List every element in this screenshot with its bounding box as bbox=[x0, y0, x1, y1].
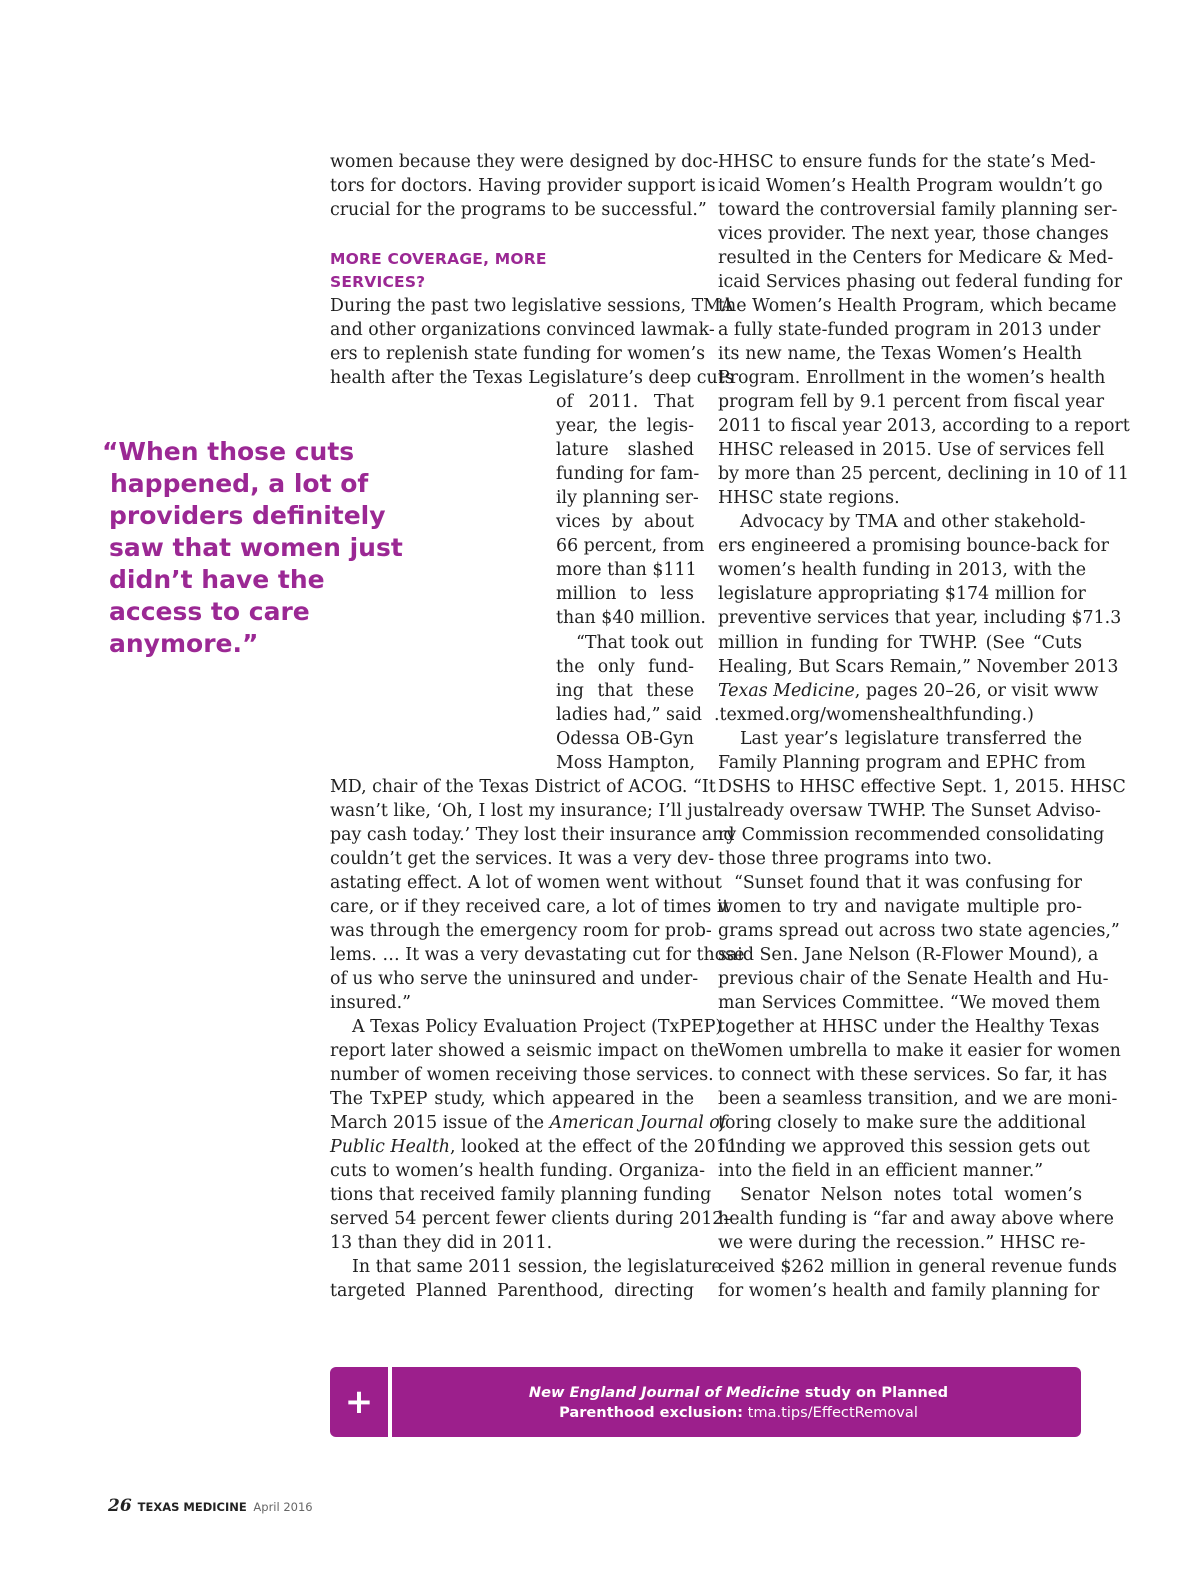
body-line: its new name, the Texas Women’s Health bbox=[718, 344, 1082, 364]
body-line: women’s health funding in 2013, with the bbox=[718, 560, 1087, 580]
body-line: wasn’t like, ‘Oh, I lost my insurance; I’ll just bbox=[330, 801, 720, 821]
body-line: toward the controversial family planning ser- bbox=[718, 200, 1118, 220]
pull-quote-line: “When those cuts bbox=[102, 437, 355, 466]
journal-name: New England Journal of Medicine bbox=[528, 1384, 800, 1401]
body-line: 66 percent, from bbox=[556, 536, 705, 556]
body-line: crucial for the programs to be successful.” bbox=[330, 200, 707, 220]
body-line: “Sunset found that it was confusing for bbox=[734, 873, 1082, 893]
body-line: the only fund- bbox=[556, 657, 694, 677]
body-line: During the past two legislative sessions, TMA bbox=[330, 296, 734, 316]
body-line: insured.” bbox=[330, 993, 412, 1013]
body-line: a fully state-funded program in 2013 under bbox=[718, 320, 1101, 340]
body-line: year, the legis- bbox=[556, 416, 694, 436]
pull-quote-line: happened, a lot of bbox=[110, 469, 369, 498]
page-footer bbox=[108, 1496, 313, 1516]
body-line: those three programs into two. bbox=[718, 849, 993, 869]
pull-quote-line: saw that women just bbox=[109, 533, 403, 562]
banner-label: Parenthood exclusion: bbox=[559, 1404, 743, 1421]
body-line: ers engineered a promising bounce-back for bbox=[718, 536, 1109, 556]
resource-banner[interactable] bbox=[330, 1367, 1081, 1437]
body-line: astating effect. A lot of women went without bbox=[330, 873, 722, 893]
journal-title: American Journal of bbox=[549, 1113, 727, 1133]
body-line: resulted in the Centers for Medicare & Med- bbox=[718, 248, 1114, 268]
body-line: been a seamless transition, and we are moni- bbox=[718, 1089, 1118, 1109]
body-line: number of women receiving those services. bbox=[330, 1065, 714, 1085]
body-line: ry Commission recommended consolidating bbox=[718, 825, 1105, 845]
body-line: preventive services that year, including $71.3 bbox=[718, 608, 1122, 628]
body-line: targeted Planned Parenthood, directing bbox=[330, 1281, 694, 1301]
body-line: In that same 2011 session, the legislature bbox=[352, 1257, 722, 1277]
body-line bbox=[330, 1135, 738, 1159]
body-line: and other organizations convinced lawmak- bbox=[330, 320, 715, 340]
plus-icon: + bbox=[330, 1367, 392, 1437]
body-line: we were during the recession.” HHSC re- bbox=[718, 1233, 1086, 1253]
body-line: served 54 percent fewer clients during 2012– bbox=[330, 1209, 733, 1229]
body-line: “That took out bbox=[576, 633, 704, 653]
body-line: A Texas Policy Evaluation Project (TxPEP) bbox=[352, 1017, 723, 1037]
body-line: for women’s health and family planning for bbox=[718, 1281, 1100, 1301]
body-line: by more than 25 percent, declining in 10 of 11 bbox=[718, 464, 1129, 484]
body-line: tions that received family planning funding bbox=[330, 1185, 712, 1205]
body-line: HHSC to ensure funds for the state’s Med- bbox=[718, 152, 1096, 172]
body-line: women because they were designed by doc- bbox=[330, 152, 719, 172]
pull-quote-line: didn’t have the bbox=[109, 565, 325, 594]
body-line: Family Planning program and EPHC from bbox=[718, 753, 1086, 773]
body-line: to connect with these services. So far, it has bbox=[718, 1065, 1108, 1085]
pull-quote bbox=[102, 436, 442, 660]
banner-text bbox=[396, 1383, 1081, 1423]
pull-quote-line: providers definitely bbox=[109, 501, 386, 530]
body-line: lature slashed bbox=[556, 440, 694, 460]
body-line: Last year’s legislature transferred the bbox=[740, 729, 1082, 749]
body-line: million to less bbox=[556, 584, 694, 604]
banner-link[interactable]: tma.tips/EffectRemoval bbox=[742, 1404, 918, 1421]
body-line: already oversaw TWHP. The Sunset Adviso- bbox=[718, 801, 1101, 821]
body-line: 2011 to fiscal year 2013, according to a report bbox=[718, 416, 1130, 436]
body-line: Advocacy by TMA and other stakehold- bbox=[740, 512, 1086, 532]
body-line: couldn’t get the services. It was a very dev- bbox=[330, 849, 715, 869]
body-line: of us who serve the uninsured and under- bbox=[330, 969, 699, 989]
body-line: cuts to women’s health funding. Organiza- bbox=[330, 1161, 705, 1181]
body-line bbox=[718, 679, 1099, 703]
body-line: Healing, But Scars Remain,” November 2013 bbox=[718, 657, 1119, 677]
body-line: lems. … It was a very devastating cut for those bbox=[330, 945, 745, 965]
body-line: man Services Committee. “We moved them bbox=[718, 993, 1101, 1013]
body-line: million in funding for TWHP. (See “Cuts bbox=[718, 633, 1082, 653]
body-line bbox=[330, 1111, 727, 1135]
issue-date: April 2016 bbox=[253, 1500, 313, 1514]
url-text[interactable]: .texmed.org/womenshealthfunding.) bbox=[714, 705, 1034, 725]
body-line: program fell by 9.1 percent from fiscal year bbox=[718, 392, 1105, 412]
body-line: icaid Services phasing out federal funding for bbox=[718, 272, 1123, 292]
pull-quote-line: anymore.” bbox=[109, 629, 259, 658]
body-line: together at HHSC under the Healthy Texas bbox=[718, 1017, 1100, 1037]
magazine-name: TEXAS MEDICINE bbox=[137, 1500, 247, 1514]
journal-title: Public Health bbox=[330, 1137, 451, 1157]
body-line: HHSC state regions. bbox=[718, 488, 900, 508]
page-number: 26 bbox=[108, 1496, 132, 1516]
body-line: toring closely to make sure the additional bbox=[718, 1113, 1086, 1133]
body-text: , pages 20–26, or visit www bbox=[854, 681, 1099, 701]
body-line: than $40 million. bbox=[556, 608, 706, 628]
body-line: funding for fam- bbox=[556, 464, 700, 484]
banner-label: study on Planned bbox=[799, 1384, 949, 1401]
body-line: previous chair of the Senate Health and Hu- bbox=[718, 969, 1109, 989]
body-line: HHSC released in 2015. Use of services fell bbox=[718, 440, 1105, 460]
body-line: The TxPEP study, which appeared in the bbox=[330, 1089, 694, 1109]
body-line: vices provider. The next year, those changes bbox=[718, 224, 1109, 244]
body-line: Women umbrella to make it easier for women bbox=[718, 1041, 1121, 1061]
body-line: pay cash today.’ They lost their insurance and bbox=[330, 825, 735, 845]
body-line: ers to replenish state funding for women’s bbox=[330, 344, 706, 364]
body-line: health after the Texas Legislature’s deep cuts bbox=[330, 368, 734, 388]
body-line: DSHS to HHSC effective Sept. 1, 2015. HHSC bbox=[718, 777, 1126, 797]
body-line: health funding is “far and away above where bbox=[718, 1209, 1114, 1229]
body-line: report later showed a seismic impact on the bbox=[330, 1041, 719, 1061]
body-line: care, or if they received care, a lot of times it bbox=[330, 897, 730, 917]
body-line: said Sen. Jane Nelson (R-Flower Mound), a bbox=[718, 945, 1099, 965]
body-line: ceived $262 million in general revenue funds bbox=[718, 1257, 1117, 1277]
pull-quote-line: access to care bbox=[109, 597, 310, 626]
body-line: women to try and navigate multiple pro- bbox=[718, 897, 1082, 917]
body-line: Senator Nelson notes total women’s bbox=[740, 1185, 1082, 1205]
body-line: funding we approved this session gets out bbox=[718, 1137, 1090, 1157]
body-line: Odessa OB-Gyn bbox=[556, 729, 694, 749]
body-line: legislature appropriating $174 million for bbox=[718, 584, 1086, 604]
body-text: March 2015 issue of the bbox=[330, 1113, 550, 1133]
magazine-title: Texas Medicine bbox=[718, 681, 855, 701]
body-line: icaid Women’s Health Program wouldn’t go bbox=[718, 176, 1103, 196]
body-line: ily planning ser- bbox=[556, 488, 699, 508]
body-line: of 2011. That bbox=[556, 392, 694, 412]
body-line: grams spread out across two state agencies,” bbox=[718, 921, 1120, 941]
body-line: the Women’s Health Program, which became bbox=[718, 296, 1117, 316]
body-line: vices by about bbox=[556, 512, 694, 532]
body-line: Moss Hampton, bbox=[556, 753, 695, 773]
body-line: ing that these bbox=[556, 681, 694, 701]
section-heading: MORE COVERAGE, MORE bbox=[330, 250, 547, 268]
body-line: more than $111 bbox=[556, 560, 697, 580]
body-text: , looked at the effect of the 2011 bbox=[450, 1137, 738, 1157]
section-heading: SERVICES? bbox=[330, 273, 426, 291]
body-line: MD, chair of the Texas District of ACOG. “It bbox=[330, 777, 716, 797]
body-line: ladies had,” said bbox=[556, 705, 703, 725]
body-line: tors for doctors. Having provider support is bbox=[330, 176, 716, 196]
body-line: 13 than they did in 2011. bbox=[330, 1233, 553, 1253]
body-line: into the field in an efficient manner.” bbox=[718, 1161, 1044, 1181]
body-line: Program. Enrollment in the women’s health bbox=[718, 368, 1106, 388]
body-line: was through the emergency room for prob- bbox=[330, 921, 712, 941]
